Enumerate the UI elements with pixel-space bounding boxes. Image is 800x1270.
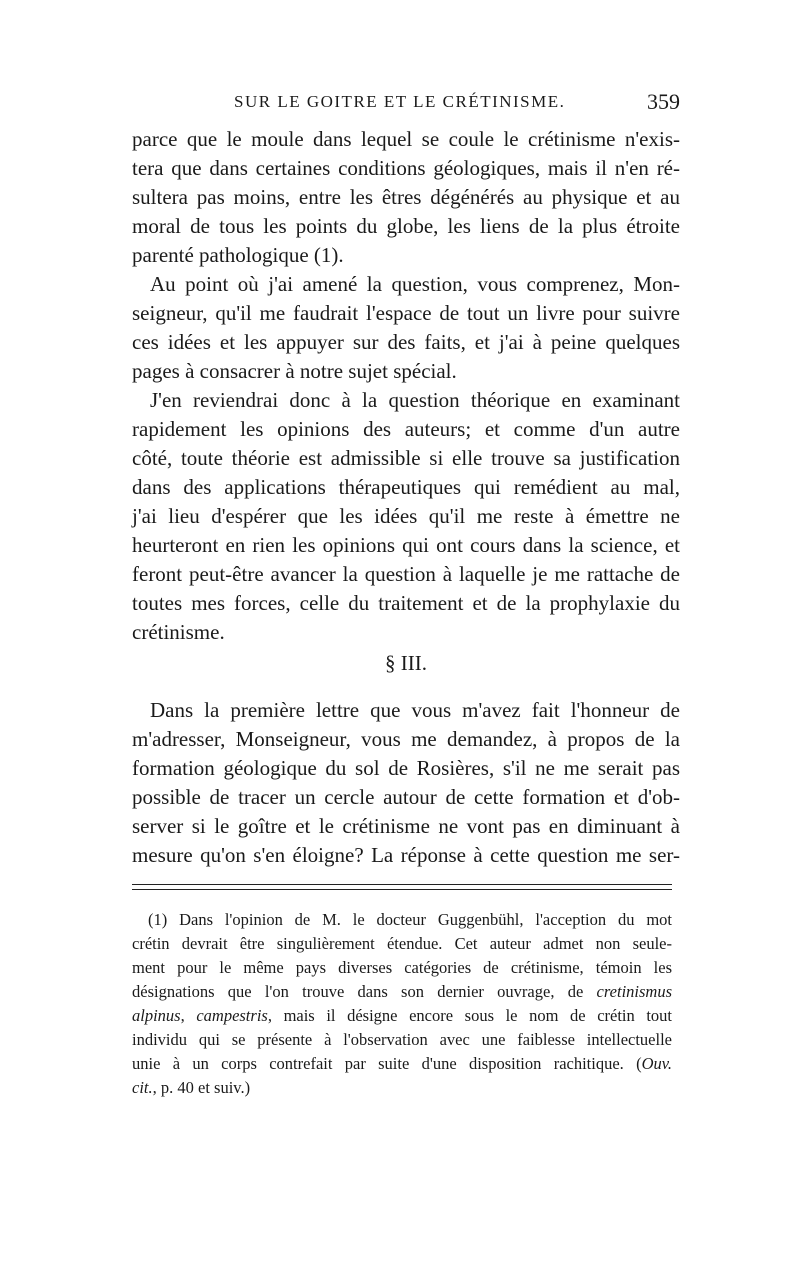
- footnote-separator: [132, 884, 672, 885]
- text-line: mesure qu'on s'en éloigne? La réponse à cette question me ser-: [132, 843, 680, 867]
- text-line: tera que dans certaines conditions géologiques, mais il n'en ré-: [132, 156, 680, 180]
- text-line: heurteront en rien les opinions qui ont cours dans la science, et: [132, 533, 680, 557]
- footnote-line: ment pour le même pays diverses catégories de crétinisme, témoin les: [132, 958, 672, 977]
- footnote-text: p. 40 et suiv.): [160, 1078, 251, 1097]
- text-line: parenté pathologique (1).: [132, 243, 344, 267]
- page-number: 359: [647, 89, 680, 114]
- italic-term: Ouv.: [641, 1054, 672, 1073]
- text-line: toutes mes forces, celle du traitement et de la prophylaxie du: [132, 591, 680, 615]
- text-line: m'adresser, Monseigneur, vous me demandez, à propos de la: [132, 727, 680, 751]
- text-line: crétinisme.: [132, 620, 225, 644]
- text-line: côté, toute théorie est admissible si elle trouve sa justification: [132, 446, 680, 470]
- footnote-line: individu qui se présente à l'observation avec une faiblesse intellectuelle: [132, 1030, 672, 1049]
- text-line: parce que le moule dans lequel se coule le crétinisme n'exis-: [132, 127, 680, 151]
- italic-term: campestris: [196, 1006, 268, 1025]
- footnote-separator: [132, 889, 672, 890]
- italic-term: cretinismus: [596, 982, 672, 1001]
- text-line: formation géologique du sol de Rosières, s'il ne me serait pas: [132, 756, 680, 780]
- text-line: pages à consacrer à notre sujet spécial.: [132, 359, 457, 383]
- italic-term: cit.: [132, 1078, 153, 1097]
- text-line: moral de tous les points du globe, les liens de la plus étroite: [132, 214, 680, 238]
- text-line: J'en reviendrai donc à la question théorique en examinant: [150, 388, 680, 412]
- text-line: dans des applications thérapeutiques qui remédient au mal,: [132, 475, 680, 499]
- footnote-text: désignations que l'on trouve dans son dernier ouvrage, de: [132, 982, 584, 1001]
- footnote-line: [132, 980, 672, 1004]
- footnote-line: cit., p. 40 et suiv.): [132, 1078, 251, 1097]
- text-line: sultera pas moins, entre les êtres dégénérés au physique et au: [132, 185, 680, 209]
- footnote-line: [132, 1052, 672, 1076]
- running-header: [132, 89, 680, 116]
- footnote-text: mais il désigne encore sous le nom de crétin tout: [283, 1006, 673, 1025]
- text-line: possible de tracer un cercle autour de cette formation et d'ob-: [132, 785, 680, 809]
- text-line: j'ai lieu d'espérer que les idées qu'il me reste à émettre ne: [132, 504, 680, 528]
- text-line: feront peut-être avancer la question à laquelle je me rattache de: [132, 562, 680, 586]
- footnote-line: (1) Dans l'opinion de M. le docteur Guggenbühl, l'acception du mot: [148, 910, 672, 929]
- text-line: Dans la première lettre que vous m'avez fait l'honneur de: [150, 698, 680, 722]
- italic-term: alpinus: [132, 1006, 181, 1025]
- footnote-text: unie à un corps contrefait par suite d'une disposition rachitique. (: [132, 1054, 642, 1073]
- footnote-line: crétin devrait être singulièrement étendue. Cet auteur admet non seule-: [132, 934, 672, 953]
- text-line: server si le goître et le crétinisme ne vont pas en diminuant à: [132, 814, 680, 838]
- running-title: SUR LE GOITRE ET LE CRÉTINISME.: [234, 92, 566, 111]
- section-heading: § III.: [385, 651, 427, 675]
- text-line: seigneur, qu'il me faudrait l'espace de tout un livre pour suivre: [132, 301, 680, 325]
- footnote-line: alpinus, campestris, mais il désigne encore sous le nom de crétin tout: [132, 1006, 673, 1025]
- text-line: rapidement les opinions des auteurs; et comme d'un autre: [132, 417, 680, 441]
- text-line: Au point où j'ai amené la question, vous comprenez, Mon-: [150, 272, 680, 296]
- text-line: ces idées et les appuyer sur des faits, et j'ai à peine quelques: [132, 330, 680, 354]
